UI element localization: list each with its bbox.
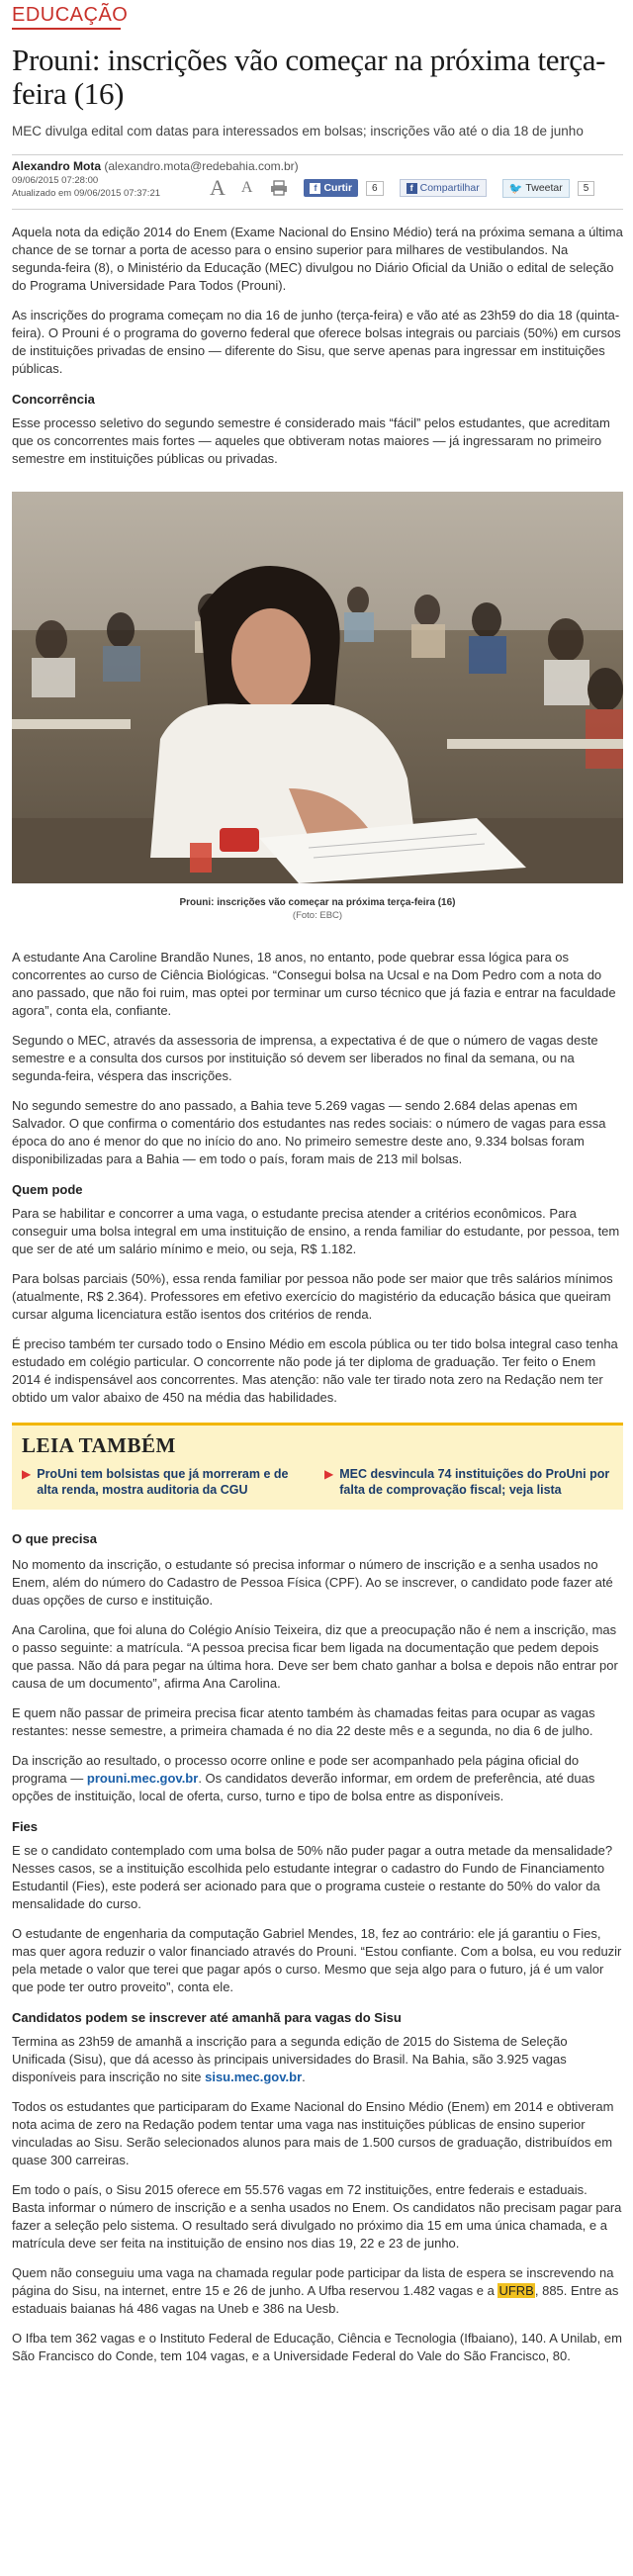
tweet-count: 5: [578, 181, 595, 196]
related-list: [22, 1466, 613, 1498]
related-title: LEIA TAMBÉM: [22, 1433, 176, 1457]
publish-date: 09/06/2015 07:28:00: [12, 175, 99, 186]
author: [12, 159, 623, 173]
paragraph: Em todo o país, o Sisu 2015 oferece em 55.576 vagas em 72 instituições, entre federais e estaduais. Basta informar o número de inscrição e a senha usados no Enem. Os candidatos não precisam pagar para fazer a seleção pelo sistema. O resultado será divulgado no próximo dia 15 em uma única chamada, e a matrícula deve ser feita na instituição de ensino nos dias 19, 22 e 23 de junho.: [12, 2182, 622, 2251]
share-label: Compartilhar: [419, 182, 480, 194]
paragraph-text: . Os candidatos deverão informar, em ordem de preferência, até duas opções de instituição, local de oferta, curso, turno e tipo de bolsa entre as disponíveis.: [12, 1771, 595, 1803]
divider: [12, 154, 623, 155]
paragraph: Segundo o MEC, através da assessoria de imprensa, a expectativa é de que o número de vagas deste semestre e a consulta dos cursos por instituição só devem ser liberados no final da semana, ou na segunda-feira, véspera das inscrições.: [12, 1033, 598, 1083]
subheading-quem-pode: Quem pode: [12, 1182, 83, 1197]
print-icon[interactable]: [270, 180, 288, 196]
facebook-like-button[interactable]: [304, 179, 358, 197]
photo-credit: (Foto: EBC): [292, 910, 343, 921]
related-link[interactable]: [22, 1466, 311, 1498]
paragraph-text: , 885. Entre as estaduais baianas há 486 vagas na Uneb e 386 na Uesb.: [12, 2283, 619, 2316]
paragraph: Para bolsas parciais (50%), essa renda familiar por pessoa não pode ser maior que três salários mínimos (atualmente, R$ 2.364). Professores em efetivo exercício do magistério da educação básica que queiram cursar alguma licenciatura estão isentos dos critérios de renda.: [12, 1271, 613, 1322]
paragraph-text: Da inscrição ao resultado, o processo ocorre online e pode ser acompanhado pela página oficial do programa —: [12, 1753, 580, 1786]
paragraph: [12, 2033, 623, 2086]
paragraph: Aquela nota da edição 2014 do Enem (Exame Nacional do Ensino Médio) terá na próxima semana a última chance de se tornar a porta de acesso para o ensino superior para milhares de vestibulandos. Na segunda-feira (8), o Ministério da Educação (MEC) divulgou no Diário Oficial da União o edital de seleção do Programa Universidade Para Todos (Prouni).: [12, 225, 623, 293]
article-photo: [12, 492, 623, 883]
paragraph: É preciso também ter cursado todo o Ensino Médio em escola pública ou ter tido bolsa integral caso tenha estudado em colégio particular. O concorrente não pode já ter diploma de graduação. Ter feito o Enem 2014 é indispensável aos concorrentes. Mas atenção: não vale ter tirado nota zero na Redação nem ter obtido um valor abaixo de 450 na média das habilidades.: [12, 1336, 618, 1405]
sisu-link[interactable]: sisu.mec.gov.br: [205, 2070, 303, 2084]
exam-room-photo: [12, 492, 623, 883]
article-tools: [210, 175, 594, 201]
article-headline: Prouni: inscrições vão começar na próxima terça-feira (16): [12, 43, 606, 111]
facebook-icon: f: [310, 183, 320, 194]
paragraph: Todos os estudantes que participaram do Exame Nacional do Ensino Médio (Enem) em 2014 e obtiveram nota acima de zero na Redação podem tentar uma vaga nas instituições públicas de ensino superior vinculadas ao Sisu. Serão selecionados alunos para mais de 1.500 cursos de graduação, distribuídos em quase 300 carreiras.: [12, 2099, 614, 2167]
paragraph: A estudante Ana Caroline Brandão Nunes, 18 anos, no entanto, pode quebrar essa lógica para os concorrentes ao curso de Ciência Biológicas. “Consegui bolsa na Ucsal e na Dom Pedro com a nota do ano passado, que não foi ruim, mas optei por terminar um curso técnico que já fazia e entrar na faculdade agora”, conta ela, confiante.: [12, 950, 616, 1018]
author-email[interactable]: (alexandro.mota@redebahia.com.br): [104, 159, 299, 173]
bullet-icon: ▶: [324, 1467, 334, 1481]
paragraph: E quem não passar de primeira precisa ficar atento também às chamadas feitas para ocupar as vagas restantes: nesse semestre, a primeira chamada é no dia 22 deste mês e a segunda, no dia 6 de julho.: [12, 1705, 595, 1738]
facebook-icon: f: [407, 183, 417, 194]
paragraph: E se o candidato contemplado com uma bolsa de 50% não puder pagar a outra metade da mensalidade? Nesses casos, se a instituição escolhida pelo estudante integrar o cadastro do Fundo de Financiamento Estudantil (Fies), este poderá ser acionado para que o programa custeie o restante do 50% do valor da mensalidade do curso.: [12, 1843, 613, 1911]
prouni-link[interactable]: prouni.mec.gov.br: [86, 1771, 199, 1786]
font-decrease-button[interactable]: A: [240, 179, 253, 196]
paragraph-text: Termina as 23h59 de amanhã a inscrição para a segunda edição de 2015 do Sistema de Seleção Unificada (Sisu), que dá acesso às principais universidades do Brasil. Na Bahia, são 3.925 vagas disponíveis para inscrição no site: [12, 2034, 568, 2084]
paragraph: O estudante de engenharia da computação Gabriel Mendes, 18, fez ao contrário: ele já garantiu o Fies, mas quer agora reduzir o valor financiado através do Prouni. “Estou confiante. Com a bolsa, eu vou reduzir pela metade o valor que terei que pagar após o curso. Mesmo que seja algo para o futuro, já é um valor que pode ter outro proveito”, conta ele.: [12, 1926, 622, 1994]
paragraph: Ana Carolina, que foi aluna do Colégio Anísio Teixeira, diz que a preocupação não é nem a inscrição, mas o passo seguinte: a matrícula. “A pessoa precisa ficar bem ligada na documentação que pedem depois que passa. Não dá para pegar na última hora. Deve ser bem chato ganhar a bolsa e depois não entrar por causa de um documento”, afirma Ana Carolina.: [12, 1622, 618, 1691]
tweet-button[interactable]: [502, 179, 570, 198]
related-link[interactable]: [324, 1466, 613, 1498]
facebook-share-button[interactable]: [400, 179, 487, 197]
like-label: Curtir: [323, 182, 353, 194]
byline: [12, 159, 623, 209]
highlighted-term: UFRB: [498, 2283, 534, 2298]
paragraph: [12, 2264, 623, 2318]
subheading-fies: Fies: [12, 1819, 39, 1834]
paragraph: [12, 1752, 623, 1805]
update-date: Atualizado em 09/06/2015 07:37:21: [12, 188, 161, 199]
subheading-sisu: Candidatos podem se inscrever até amanhã para vagas do Sisu: [12, 2010, 402, 2025]
paragraph: No momento da inscrição, o estudante só precisa informar o número de inscrição e a senha usados no Enem, além do número do Cadastro de Pessoa Física (CPF). Ao se inscrever, o candidato pode fazer até duas opções de curso e instituição.: [12, 1557, 613, 1608]
paragraph-text: .: [302, 2070, 306, 2084]
related-link-text[interactable]: ProUni tem bolsistas que já morreram e de alta renda, mostra auditoria da CGU: [37, 1467, 289, 1497]
section-label[interactable]: EDUCAÇÃO: [12, 0, 121, 30]
subheading-concorrencia: Concorrência: [12, 392, 95, 407]
subheading-o-que-precisa: O que precisa: [12, 1531, 97, 1546]
bullet-icon: ▶: [22, 1467, 32, 1481]
paragraph: Esse processo seletivo do segundo semestre é considerado mais “fácil” pelos estudantes, que acreditam que os concorrentes mais fortes — aqueles que obtiveram notas maiores — já ingressaram no primeiro semestre em instituições públicas ou privadas.: [12, 415, 610, 466]
related-link-text[interactable]: MEC desvincula 74 instituições do ProUni por falta de comprovação fiscal; veja lista: [339, 1467, 610, 1497]
author-name[interactable]: Alexandro Mota: [12, 159, 102, 173]
twitter-bird-icon: 🐦: [508, 182, 523, 195]
paragraph: O Ifba tem 362 vagas e o Instituto Federal de Educação, Ciência e Tecnologia (Ifbaiano), 140. A Unilab, em São Francisco do Conde, tem 104 vagas, e a Universidade Federal do Vale do São Francisco, 80.: [12, 2331, 622, 2363]
photo-caption: Prouni: inscrições vão começar na próxima terça-feira (16): [179, 897, 456, 908]
paragraph-text: Quem não conseguiu uma vaga na chamada regular pode participar da lista de espera se inscrevendo na página do Sisu, na internet, entre 15 e 26 de junho. A Ufba reservou 1.482 vagas e a: [12, 2265, 614, 2298]
font-increase-button[interactable]: A: [210, 175, 226, 200]
divider: [12, 209, 623, 210]
related-articles-box: [12, 1423, 623, 1510]
paragraph: Para se habilitar e concorrer a uma vaga, o estudante precisa atender a critérios econômicos. Para conseguir uma bolsa integral em uma instituição de ensino, a renda familiar do estudante, por pessoa, tem que ser de até um salário mínimo e meio, ou seja, R$ 1.182.: [12, 1206, 620, 1256]
article-subhead: MEC divulga edital com datas para interessados em bolsas; inscrições vão até o dia 18 de junho: [12, 124, 584, 138]
tweet-label: Tweetar: [525, 182, 563, 194]
paragraph: As inscrições do programa começam no dia 16 de junho (terça-feira) e vão até as 23h59 do dia 18 (quinta-feira). O Prouni é o programa do governo federal que oferece bolsas integrais ou parciais (50%) em cursos de instituições privadas de ensino — diferente do Sisu, que serve apenas para ingressar em instituições públicas.: [12, 308, 621, 376]
paragraph: No segundo semestre do ano passado, a Bahia teve 5.269 vagas — sendo 2.684 delas apenas em Salvador. O que confirma o comentário dos estudantes nas redes sociais: o número de vagas para essa época do ano é menor do que no início do ano. No primeiro semestre deste ano, 9.334 bolsas foram disponibilizadas para a Bahia — em todo o país, foram mais de 213 mil bolsas.: [12, 1098, 606, 1166]
like-count: 6: [366, 181, 384, 196]
